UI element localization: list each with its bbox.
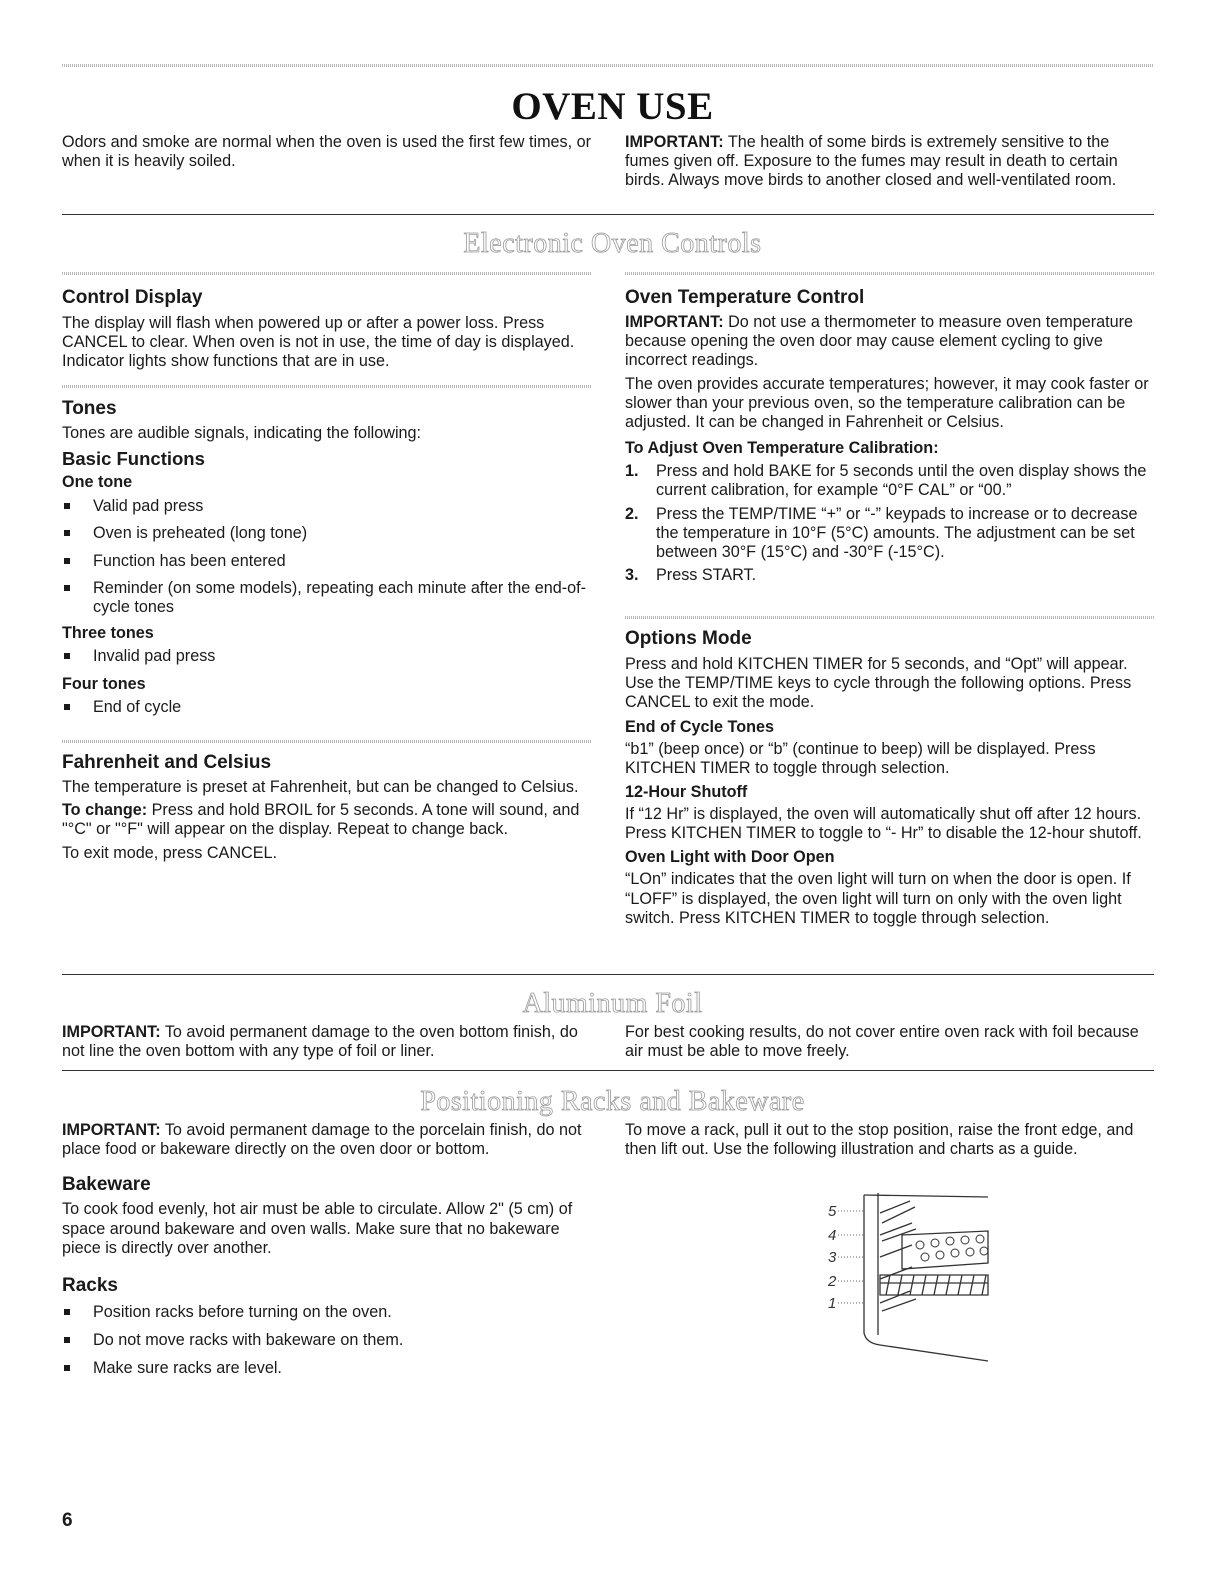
foil-right xyxy=(625,1023,1155,1061)
step-item xyxy=(625,505,1155,563)
rack-position-label: 1 xyxy=(828,1295,837,1312)
shutoff-text: If “12 Hr” is displayed, the oven will automatically shut off after 12 hours. Press KITCHEN TIMER to toggle to “- Hr” to disable the 12-hour shutoff. xyxy=(625,805,1142,843)
options-mode-text: Press and hold KITCHEN TIMER for 5 seconds, and “Opt” will appear. Use the TEMP/TIME keys to cycle through the following options. Press CANCEL to exit the mode. xyxy=(625,655,1132,712)
fahrenheit-block xyxy=(62,752,592,863)
oven-temperature-block xyxy=(625,287,1155,585)
important-label: IMPORTANT: xyxy=(625,133,724,151)
rack-position-label: 2 xyxy=(828,1273,837,1290)
oven-temperature-heading: Oven Temperature Control xyxy=(625,287,865,308)
list-item: Make sure racks are level. xyxy=(62,1359,602,1378)
section-heading-positioning-racks: Positioning Racks and Bakeware xyxy=(420,1086,805,1117)
racks-right xyxy=(625,1121,1155,1159)
rack-position-label: 3 xyxy=(828,1249,837,1266)
end-of-cycle-heading: End of Cycle Tones xyxy=(625,717,775,736)
important-label: IMPORTANT: xyxy=(625,313,724,331)
racks-left xyxy=(62,1121,602,1379)
subsection-divider xyxy=(625,616,1155,619)
page-title: OVEN USE xyxy=(511,85,714,128)
section-heading-aluminum-foil: Aluminum Foil xyxy=(522,988,703,1019)
subsection-divider xyxy=(62,740,592,743)
list-item: Invalid pad press xyxy=(62,647,592,666)
racks-important-paragraph xyxy=(62,1121,602,1159)
control-display-heading: Control Display xyxy=(62,287,203,308)
intro-right xyxy=(625,133,1155,191)
rack-position-label: 4 xyxy=(828,1227,837,1244)
page-number: 6 xyxy=(62,1510,73,1531)
to-change-label: To change: xyxy=(62,801,148,820)
control-display-text: The display will flash when powered up or after a power loss. Press CANCEL to clear. When oven is not in use, the time of day is displayed. Indicator lights show functions that are in use. xyxy=(62,314,575,371)
list-item: Do not move racks with bakeware on them. xyxy=(62,1331,602,1350)
tones-block xyxy=(62,398,592,718)
step-text: Press and hold BAKE for 5 seconds until the oven display shows the current calibration, for example “0°F CAL” or “00.” xyxy=(656,462,1147,500)
important-text: The health of some birds is extremely sensitive to the fumes given off. Exposure to the fumes may result in death to certain birds. Always move birds to another closed and well-ventilated room. xyxy=(625,133,1118,190)
oven-temperature-text: The oven provides accurate temperatures; however, it may cook faster or slower than your previous oven, so the temperature calibration can be adjusted. It can be changed in Fahrenheit or Celsius. xyxy=(625,374,1149,432)
step-number: 2. xyxy=(625,504,639,523)
one-tone-heading: One tone xyxy=(62,473,133,492)
shutoff-heading: 12-Hour Shutoff xyxy=(625,783,748,802)
fahrenheit-heading: Fahrenheit and Celsius xyxy=(62,752,272,773)
important-label: IMPORTANT: xyxy=(62,1121,161,1139)
list-item: End of cycle xyxy=(62,698,592,717)
subsection-divider xyxy=(62,272,592,275)
exit-mode-text: To exit mode, press CANCEL. xyxy=(62,843,278,862)
options-mode-heading: Options Mode xyxy=(625,628,752,649)
step-text: Press the TEMP/TIME “+” or “-” keypads to increase or to decrease the temperature in 10°F (5°C) amounts. The adjustment can be set between 30°F (15°C) and -30°F (-15°C). xyxy=(656,504,1138,562)
section-divider xyxy=(62,974,1154,975)
rack-position-illustration xyxy=(820,1183,1000,1363)
options-mode-block xyxy=(625,628,1155,928)
control-display-block xyxy=(62,287,592,372)
foil-important-paragraph xyxy=(62,1023,592,1061)
list-item: Reminder (on some models), repeating each minute after the end-of-cycle tones xyxy=(62,579,592,617)
racks-right-text: To move a rack, pull it out to the stop position, raise the front edge, and then lift out. Use the following illustration and charts as a guide. xyxy=(625,1121,1134,1159)
step-item xyxy=(625,462,1155,500)
list-item: Valid pad press xyxy=(62,497,592,516)
section-heading-electronic-controls: Electronic Oven Controls xyxy=(463,228,762,259)
list-item: Position racks before turning on the oven. xyxy=(62,1303,602,1322)
to-change-text: Press and hold BROIL for 5 seconds. A tone will sound, and "°C" or "°F" will appear on the display. Repeat to change back. xyxy=(62,801,580,839)
top-divider xyxy=(62,64,1154,67)
oven-temperature-important xyxy=(625,313,1155,371)
foil-right-text: For best cooking results, do not cover entire oven rack with foil because air must be able to move freely. xyxy=(625,1023,1139,1061)
tones-intro: Tones are audible signals, indicating the following: xyxy=(62,424,422,442)
section-divider xyxy=(62,214,1154,215)
important-text: Do not use a thermometer to measure oven temperature because opening the oven door may cause element cycling to give incorrect readings. xyxy=(625,313,1133,370)
list-item: Function has been entered xyxy=(62,552,592,571)
section-divider xyxy=(62,1070,1154,1071)
step-number: 1. xyxy=(625,462,639,481)
tones-heading: Tones xyxy=(62,398,117,419)
list-item: Oven is preheated (long tone) xyxy=(62,524,592,543)
intro-left-text: Odors and smoke are normal when the oven is used the first few times, or when it is heavily soiled. xyxy=(62,133,592,171)
step-number: 3. xyxy=(625,566,639,585)
end-of-cycle-text: “b1” (beep once) or “b” (continue to beep) will be displayed. Press KITCHEN TIMER to toggle through selection. xyxy=(625,739,1096,777)
intro-left xyxy=(62,133,592,171)
oven-light-text: “LOn” indicates that the oven light will turn on when the door is open. If “LOFF” is displayed, the oven light will turn on only with the oven light switch. Press KITCHEN TIMER to toggle through selection. xyxy=(625,870,1131,927)
subsection-divider xyxy=(62,385,592,388)
subsection-divider xyxy=(625,272,1155,275)
foil-left xyxy=(62,1023,592,1061)
adjust-calibration-heading: To Adjust Oven Temperature Calibration: xyxy=(625,439,939,458)
rack-position-label: 5 xyxy=(828,1203,837,1220)
fahrenheit-text: The temperature is preset at Fahrenheit, but can be changed to Celsius. xyxy=(62,778,579,796)
step-item xyxy=(625,566,1155,585)
basic-functions-heading: Basic Functions xyxy=(62,448,205,470)
bakeware-heading: Bakeware xyxy=(62,1174,151,1196)
bakeware-text: To cook food evenly, hot air must be able to circulate. Allow 2" (5 cm) of space around bakeware and oven walls. Make sure that no bakeware piece is directly over another. xyxy=(62,1200,573,1257)
important-text: To avoid permanent damage to the oven bottom finish, do not line the oven bottom with any type of foil or liner. xyxy=(62,1023,578,1061)
important-text: To avoid permanent damage to the porcelain finish, do not place food or bakeware directly on the oven door or bottom. xyxy=(62,1121,582,1159)
intro-important-paragraph xyxy=(625,133,1155,191)
four-tones-heading: Four tones xyxy=(62,675,146,694)
three-tones-heading: Three tones xyxy=(62,624,154,643)
to-change-paragraph xyxy=(62,801,592,839)
oven-light-heading: Oven Light with Door Open xyxy=(625,848,835,867)
step-text: Press START. xyxy=(656,566,757,585)
racks-heading: Racks xyxy=(62,1275,118,1297)
important-label: IMPORTANT: xyxy=(62,1023,161,1041)
